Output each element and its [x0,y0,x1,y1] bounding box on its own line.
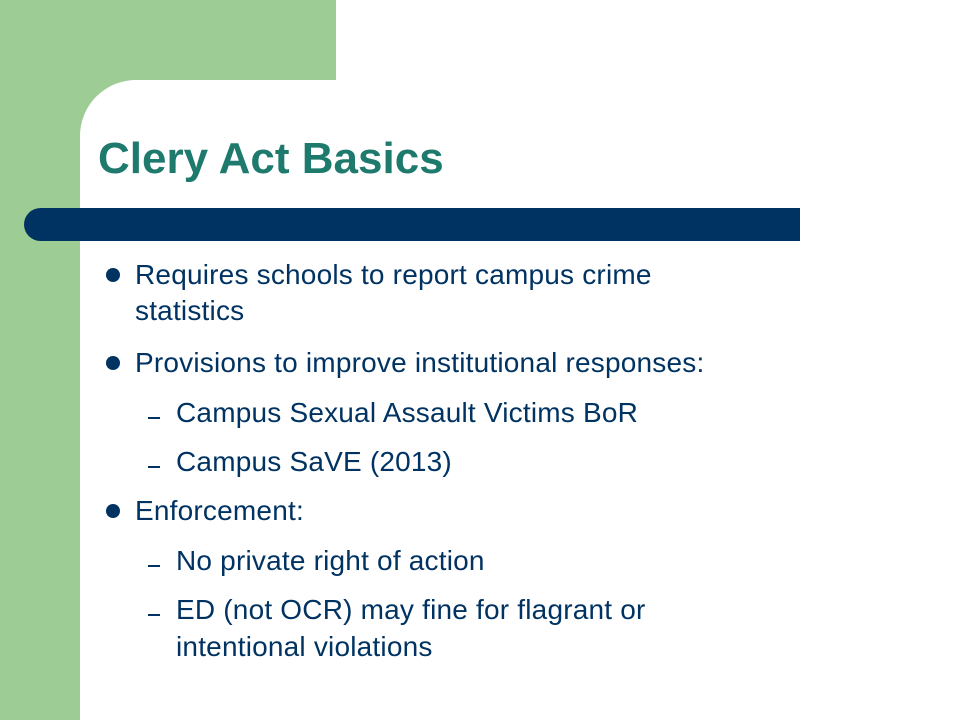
sub-bullet-text: ED (not OCR) may fine for flagrant or [176,594,646,625]
bullet-text: statistics [135,295,245,326]
sub-bullet-text: No private right of action [176,545,485,576]
bullet-text: Requires schools to report campus crime [135,259,652,290]
title-underline-bar [24,208,800,241]
sub-bullet-text: Campus SaVE (2013) [176,446,452,477]
bullet-icon [106,504,120,518]
sub-bullet-text: intentional violations [176,631,433,662]
sub-bullet-text: Campus Sexual Assault Victims BoR [176,397,639,428]
dash-icon [148,565,160,567]
slide-title: Clery Act Basics [98,134,444,183]
bullet-text: Enforcement: [135,495,304,526]
bullet-icon [106,268,120,282]
dash-icon [148,466,160,468]
bullet-icon [106,356,120,370]
dash-icon [148,614,160,616]
dash-icon [148,417,160,419]
bullet-text: Provisions to improve institutional responses: [135,347,705,378]
